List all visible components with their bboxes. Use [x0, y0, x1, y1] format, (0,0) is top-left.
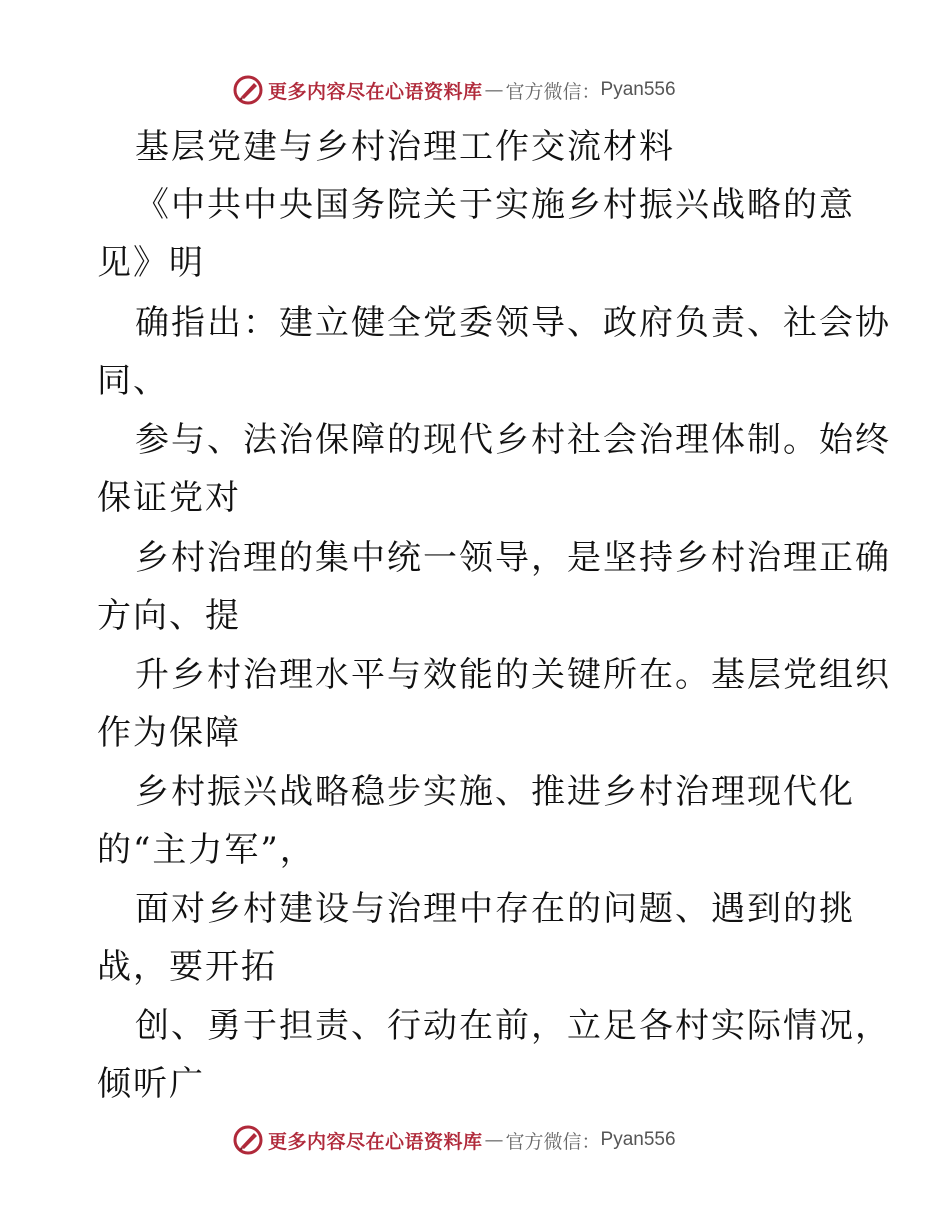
footer-watermark [232, 1122, 676, 1158]
text-line: 升乡村治理水平与效能的关键所在。基层党组织 [135, 655, 891, 695]
text-line: 同、 [97, 361, 169, 401]
text-line: 倾听广 [97, 1064, 205, 1104]
header-watermark [232, 72, 676, 108]
text-line: 的“主力军”， [97, 830, 316, 870]
feather-pen-logo-icon [232, 74, 264, 106]
watermark-wechat-id: Pyan556 [600, 79, 676, 100]
text-line: 《中共中央国务院关于实施乡村振兴战略的意 [135, 185, 855, 225]
text-line: 方向、提 [97, 596, 241, 636]
text-line: 面对乡村建设与治理中存在的问题、遇到的挑 [135, 889, 855, 929]
watermark-dash: — [484, 79, 504, 101]
document-title: 基层党建与乡村治理工作交流材料 [135, 127, 675, 167]
watermark-wechat-label: 官方微信： [505, 80, 601, 103]
watermark-wechat-id: Pyan556 [600, 1129, 676, 1150]
watermark-wechat-label: 官方微信： [505, 1130, 601, 1153]
watermark-site-text: 更多内容尽在心语资料库 [268, 80, 483, 103]
text-line: 作为保障 [97, 713, 241, 753]
text-line: 参与、法治保障的现代乡村社会治理体制。始终 [135, 420, 891, 460]
watermark-dash: — [484, 1129, 504, 1151]
text-line: 见》明 [97, 243, 205, 283]
text-line: 确指出：建立健全党委领导、政府负责、社会协 [135, 303, 891, 343]
text-line: 乡村治理的集中统一领导，是坚持乡村治理正确 [135, 538, 891, 578]
text-line: 保证党对 [97, 478, 241, 518]
watermark-site-text: 更多内容尽在心语资料库 [268, 1130, 483, 1153]
text-line: 乡村振兴战略稳步实施、推进乡村治理现代化 [135, 772, 855, 812]
text-line: 战，要开拓 [97, 947, 277, 987]
text-line: 创、勇于担责、行动在前，立足各村实际情况， [135, 1006, 891, 1046]
feather-pen-logo-icon [232, 1124, 264, 1156]
